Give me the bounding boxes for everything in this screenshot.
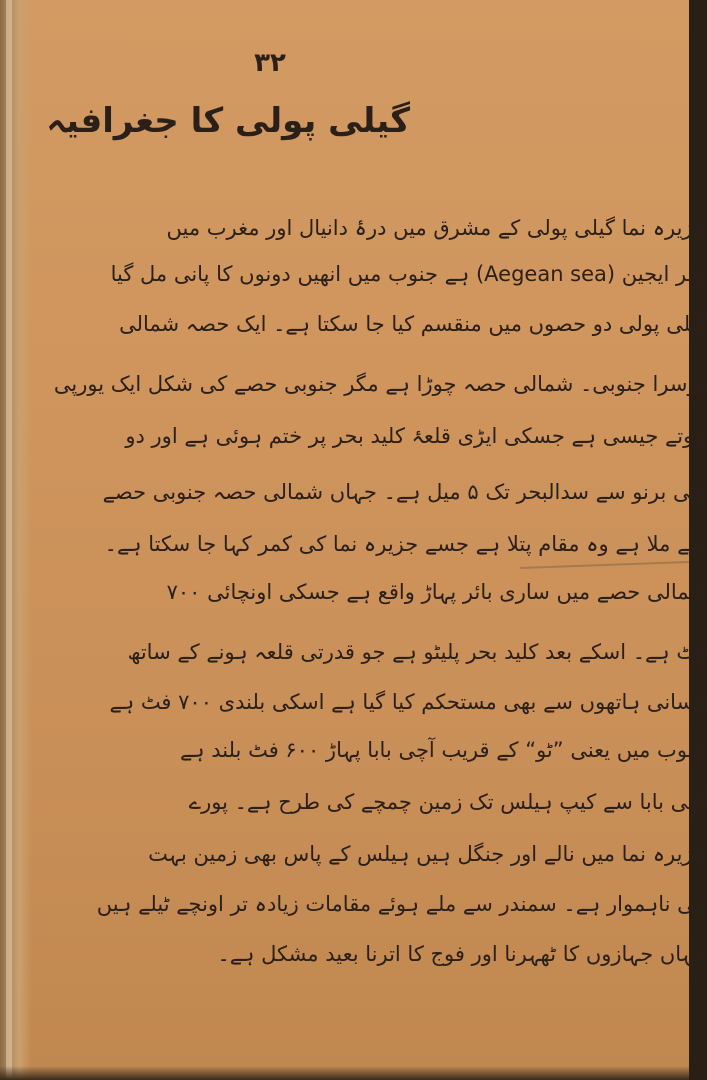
text-line: سے ملا ہے وہ مقام پتلا ہے جسے جزیرہ نما کی کمر کہا جا سکتا ہے۔ [104, 532, 707, 556]
text-line: جوتے جیسی ہے جسکی ایڑی قلعۂ کلید بحر پر ختم ہوئی ہے اور دو [125, 424, 707, 448]
text-line: بحر ایجین (Aegean sea) ہے جنوب میں انھیں دونوں کا پانی مل گیا [110, 262, 707, 286]
text-line: ہی ناہموار ہے۔ سمندر سے ملے ہوئے مقامات زیادہ تر اونچے ٹیلے ہیں [96, 892, 707, 916]
page-bottom-edge [0, 1066, 689, 1080]
text-line: جہاں جہازوں کا ٹھہرنا اور فوج کا اترنا بعید مشکل ہے۔ [217, 942, 707, 966]
text-line: جزیرہ نما میں نالے اور جنگل ہیں ہیلس کے پاس بھی زمین بہت [148, 842, 707, 866]
paper-crease [520, 561, 689, 569]
page-number: ۳۲ [254, 48, 286, 78]
text-line: جزیرہ نما گیلی پولی کے مشرق میں درۂ دانیال اور مغرب میں [166, 216, 707, 240]
text-line: فٹ ہے۔ اسکے بعد کلید بحر پلیٹو ہے جو قدرتی قلعہ ہونے کے ساتھ [127, 640, 707, 664]
text-line: آچی بابا سے کیپ ہیلس تک زمین چمچے کی طرح ہے۔ پورے [188, 790, 707, 814]
text-line: دوسرا جنوبی۔ شمالی حصہ چوڑا ہے مگر جنوبی حصے کی شکل ایک یورپی [53, 372, 707, 396]
text-line: گیلی پولی دو حصوں میں منقسم کیا جا سکتا ہے۔ ایک حصہ شمالی [119, 312, 707, 336]
text-line: انسانی ہاتھوں سے بھی مستحکم کیا گیا ہے اسکی بلندی ۷۰۰ فٹ ہے [109, 690, 707, 714]
text-line: تقی برنو سے سدالبحر تک ۵ میل ہے۔ جہاں شمالی حصہ جنوبی حصے [102, 480, 707, 504]
text-line: شمالی حصے میں ساری بائر پہاڑ واقع ہے جسکی اونچائی ۷۰۰ [166, 580, 707, 604]
text-line: جنوب میں یعنی ”ٹو“ کے قریب آچی بابا پہاڑ ۶۰۰ فٹ بلند ہے [179, 738, 707, 762]
page-title: گیلی پولی کا جغرافیہ [46, 101, 410, 141]
